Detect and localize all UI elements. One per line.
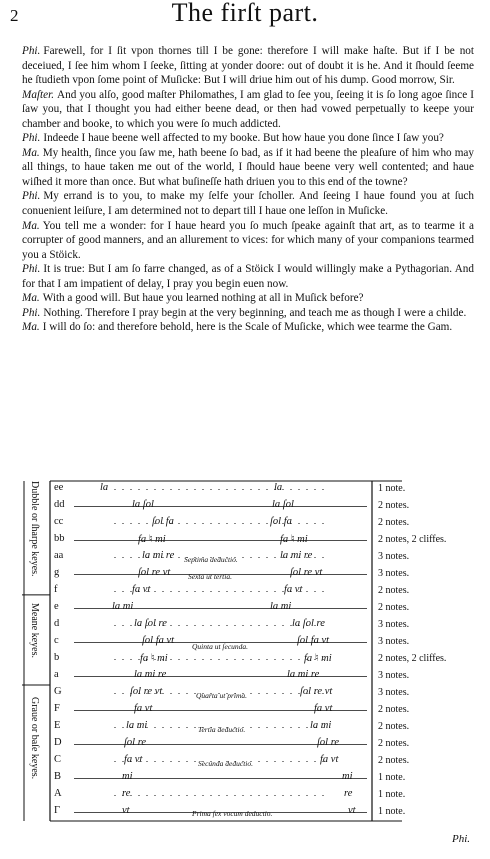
- gam-syllables: ſol fa: [152, 516, 174, 527]
- gam-note-count: 2 notes, 2 cliffes.: [378, 534, 447, 545]
- gam-syllables-right: mi: [342, 771, 353, 782]
- gam-syllables: fa vt: [132, 584, 151, 595]
- gam-syllables: mi: [122, 771, 133, 782]
- gam-syllables-right: la mi: [310, 720, 332, 731]
- gam-note-count: 3 notes.: [378, 619, 410, 630]
- deduction-label: Quinta ut ſecunda.: [192, 641, 249, 651]
- paragraph: [22, 189, 474, 218]
- paragraph: [22, 262, 474, 291]
- speaker: Ma.: [22, 219, 40, 232]
- gam-syllables-right: fa ♮ mi: [304, 653, 332, 664]
- deduction-label: Septima deductio.: [184, 555, 238, 565]
- gam-syllables: la ſol re: [134, 618, 167, 629]
- gam-key: d: [54, 618, 60, 629]
- speaker: Phi.: [22, 263, 41, 276]
- speech: It is true: But I am ſo farre changed, as of a Stöick I would willingly make a Pythagorian. And for that I am impatient of delay, I pray you begin euen now.: [22, 263, 474, 290]
- gam-syllables-right: fa vt: [320, 754, 339, 765]
- gam-syllables: la: [100, 482, 109, 493]
- gam-syllables-right: la mi: [270, 601, 292, 612]
- gam-note-count: 2 notes.: [378, 500, 410, 511]
- gam-note-count: 3 notes.: [378, 687, 410, 698]
- paragraph: [22, 320, 474, 335]
- gam-syllables-right: re: [344, 788, 353, 799]
- gam-key: G: [54, 686, 62, 697]
- gam-syllables-right: vt: [348, 805, 356, 816]
- speaker: Phi.: [22, 190, 41, 203]
- gam-key: D: [54, 737, 62, 748]
- gam-note-count: 2 notes.: [378, 755, 410, 766]
- gam-syllables: la mi re: [134, 669, 167, 680]
- speaker: Phi.: [22, 45, 41, 57]
- gam-syllables-right: ſol re vt: [300, 686, 333, 697]
- speech: My errand is to you, to make my ſelfe your ſcholler. And ſeeing I haue found you at ſuch conuenient leiſure, I am determined not to depart till I haue one leſſon in Muſicke.: [22, 190, 474, 218]
- side-label-sharp-keys: Dubble or ſharpe keyes.: [29, 481, 40, 577]
- gam-syllables-right: ſol re vt: [290, 567, 323, 578]
- gam-key: a: [54, 669, 59, 680]
- speech: I will do ſo: and therefore behold, here is the Scale of Muſicke, which wee tearme the Gam.: [42, 321, 453, 334]
- gam-note-count: 3 notes.: [378, 670, 410, 681]
- dialogue-text: [22, 44, 474, 335]
- gam-syllables: la mi re: [142, 550, 175, 561]
- paragraph: [22, 219, 474, 263]
- gam-key: e: [54, 601, 59, 612]
- speech: Indeede I haue beene well affected to my booke. But how haue you done ſince I ſaw you?: [43, 132, 444, 145]
- gam-key: bb: [54, 533, 65, 544]
- gam-key: B: [54, 771, 62, 782]
- gam-syllables-right: ſol fa: [270, 516, 292, 527]
- page-number: 2: [10, 6, 19, 25]
- gam-syllables-right: la ſol: [272, 499, 294, 510]
- gam-key: C: [54, 754, 62, 765]
- paragraph: [22, 146, 474, 190]
- speaker: Ma.: [22, 146, 40, 159]
- speaker: Ma.: [22, 321, 40, 334]
- gam-syllables: la mi: [126, 720, 148, 731]
- speaker: Phi.: [22, 306, 41, 319]
- gamut-scale: [22, 477, 488, 832]
- gam-key: ee: [54, 482, 64, 493]
- gam-note-count: 2 notes.: [378, 517, 410, 528]
- side-label-meane-keys: Meane keyes.: [29, 603, 40, 658]
- gam-note-count: 2 notes.: [378, 721, 410, 732]
- paragraph: [22, 131, 474, 146]
- catchword: Phi.: [451, 833, 470, 845]
- paragraph: [22, 291, 474, 306]
- gam-syllables: fa ♮ mi: [140, 653, 168, 664]
- gam-syllables: re: [122, 788, 131, 799]
- speech: And you alſo, good maſter Philomathes, I am glad to ſee you, ſeeing it is ſo long agoe ſince I ſaw you, that I thought you had either beene dead, or then had vowed perpetually to keepe your chamber and booke, to which you were ſo much addicted.: [22, 88, 474, 130]
- gam-syllables-right: fa vt: [314, 703, 333, 714]
- paragraph: [22, 88, 474, 132]
- gam-syllables: ſol re vt: [138, 567, 171, 578]
- gam-note-count: 2 notes, 2 cliffes.: [378, 653, 447, 664]
- paragraph: [22, 306, 474, 321]
- gam-key: c: [54, 635, 59, 646]
- speaker: Ma.: [22, 292, 40, 305]
- speech: Nothing. Therefore I pray begin at the very beginning, and teach me as though I were a childe.: [43, 306, 467, 319]
- gam-note-count: 1 note.: [378, 772, 406, 783]
- gam-syllables-right: fa ♮ mi: [280, 534, 308, 545]
- gam-syllables-right: ſol re: [317, 737, 340, 748]
- gam-key: b: [54, 652, 60, 663]
- side-label-base-keys: Graue or baſe keyes.: [29, 697, 40, 780]
- paragraph: [22, 44, 474, 88]
- speech: My health, ſince you ſaw me, hath beene ſo bad, as if it had beene the pleaſure of him who may all things, to haue taken me out of the world, I ſhould haue beene very well contented; and haue wiſhed it more than once. But what buſineſſe hath driuen you to this end of the towne?: [22, 146, 474, 188]
- gam-note-count: 2 notes.: [378, 585, 410, 596]
- gam-syllables-right: la: [274, 482, 283, 493]
- deduction-label: Prima ſex vocum deductio.: [192, 808, 273, 818]
- deduction-label: Secunda deductio.: [198, 759, 253, 769]
- gam-syllables-right: fa vt: [284, 584, 303, 595]
- gam-key: Γ: [54, 805, 61, 816]
- gam-key: A: [54, 788, 62, 799]
- gam-syllables-right: la mi re: [287, 669, 320, 680]
- gam-syllables-right: la mi re: [280, 550, 313, 561]
- gam-syllables: ſol fa vt: [142, 635, 175, 646]
- deduction-label: Sexta ut tertia.: [188, 572, 232, 582]
- gam-syllables-right: ſol fa vt: [297, 635, 330, 646]
- speech: With a good will. But haue you learned nothing at all in Muſick before?: [42, 292, 364, 305]
- gam-syllables-right: la ſol re: [292, 618, 325, 629]
- gam-key: cc: [54, 516, 64, 527]
- gam-syllables: fa vt: [124, 754, 143, 765]
- speaker: Maſter.: [22, 88, 55, 101]
- gam-syllables: fa ♮ mi: [138, 534, 166, 545]
- gam-key: aa: [54, 550, 64, 561]
- gam-key: f: [54, 584, 58, 595]
- deduction-label: Tertia deductio.: [198, 725, 246, 735]
- gam-key: g: [54, 567, 60, 578]
- gam-key: dd: [54, 499, 65, 510]
- gam-key: E: [54, 720, 61, 731]
- speech: Farewell, for I ſit vpon thornes till I be gone: therefore I will make haſte. But if I be not deceiued, I ſee him whom I ſeeke, ſitting at yonder doore: out of doubt it is he. And it ſhould ſeeme he ſtudieth vpon ſome point of Muſicke: But I will driue him out of his dump. Good morrow, Sir.: [22, 45, 474, 87]
- gam-note-count: 2 notes.: [378, 738, 410, 749]
- gam-note-count: 3 notes.: [378, 551, 410, 562]
- speech: You tell me a wonder: for I haue heard you ſo much ſpeake againſt that art, as to tearme it a corrupter of good manners, and an allurement to vices: for which many of your companions tearmed you a Stöick.: [22, 219, 474, 261]
- gam-syllables: la ſol: [132, 499, 154, 510]
- gam-syllables: fa vt: [134, 703, 153, 714]
- gam-note-count: 1 note.: [378, 483, 406, 494]
- gam-syllables: vt: [122, 805, 130, 816]
- gam-syllables: ſol re vt: [130, 686, 163, 697]
- running-title: The firſt part.: [171, 0, 319, 27]
- gam-note-count: 1 note.: [378, 789, 406, 800]
- gam-note-count: 2 notes.: [378, 602, 410, 613]
- gam-key: F: [54, 703, 60, 714]
- deduction-label: Quarta ut prima.: [196, 691, 248, 701]
- gam-note-count: 2 notes.: [378, 704, 410, 715]
- gam-note-count: 3 notes.: [378, 568, 410, 579]
- gam-note-count: 1 note.: [378, 806, 406, 817]
- gam-note-count: 3 notes.: [378, 636, 410, 647]
- gam-syllables: ſol re: [124, 737, 147, 748]
- gam-syllables: la mi: [112, 601, 134, 612]
- speaker: Phi.: [22, 132, 41, 145]
